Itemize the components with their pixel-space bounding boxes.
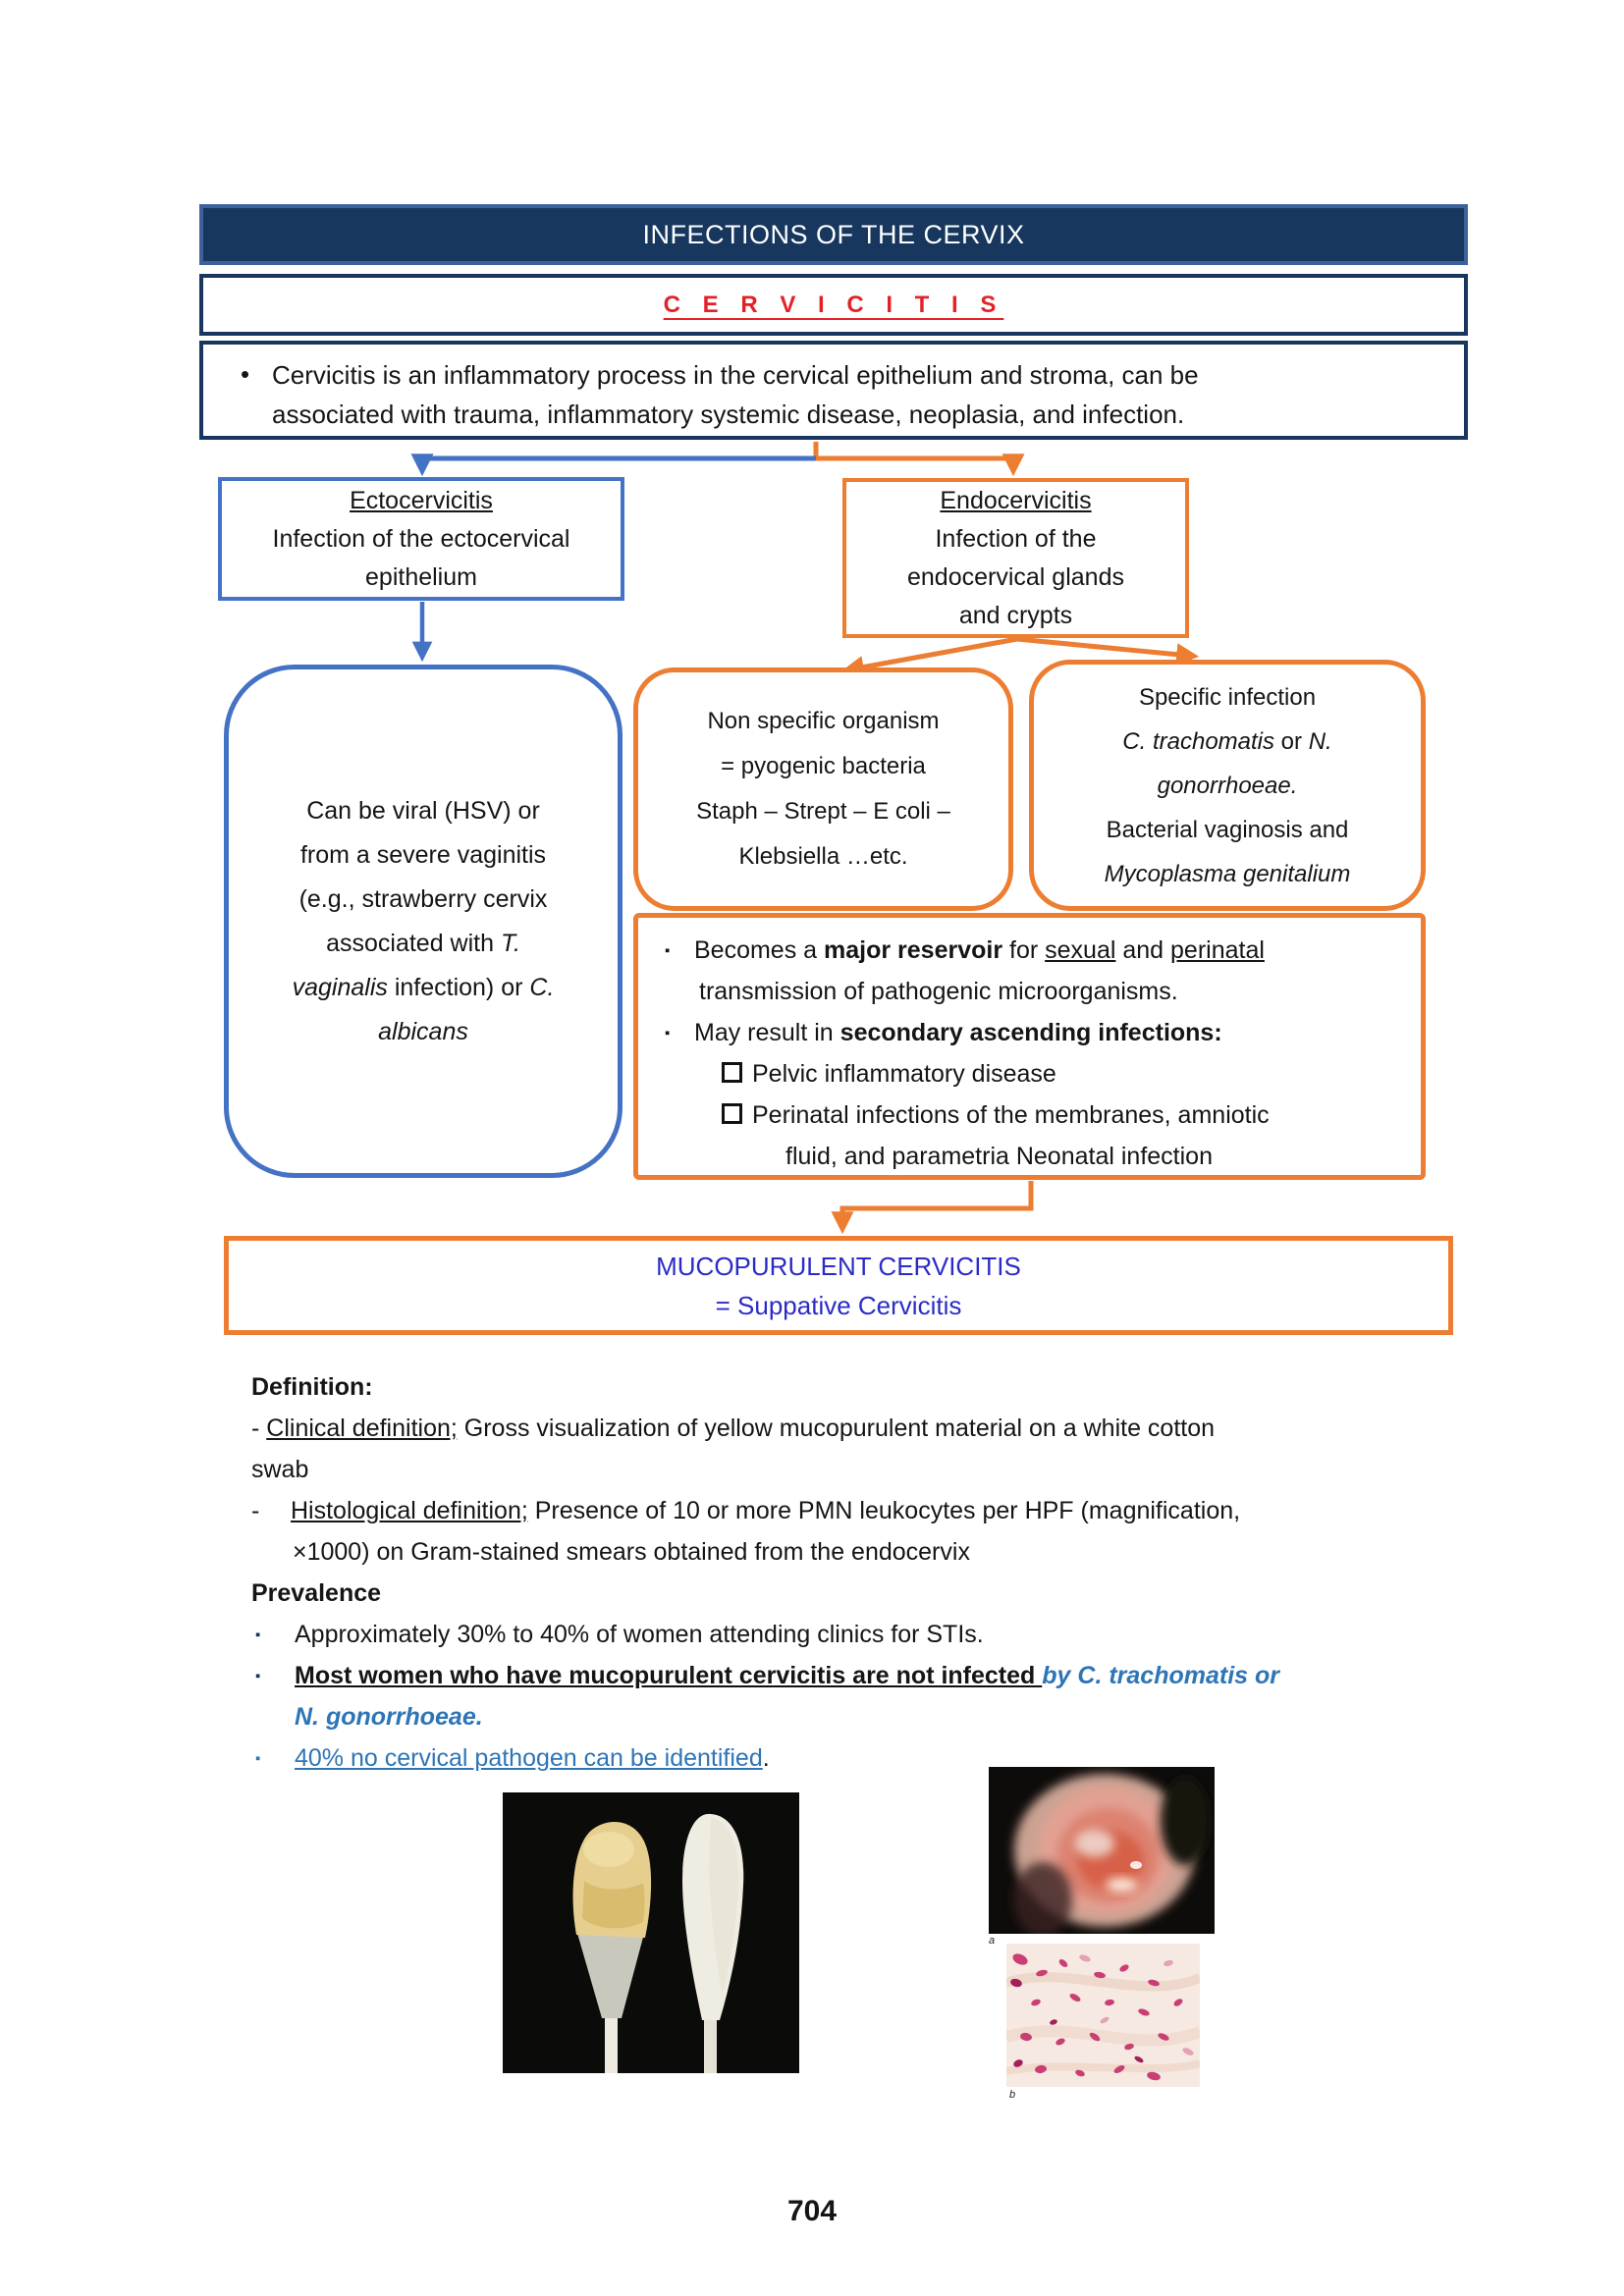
bullet-dot-icon: • xyxy=(241,359,250,389)
connector-specific-arrow xyxy=(1017,639,1190,656)
prevalence-item1: ▪ Approximately 30% to 40% of women attending clinics for STIs. xyxy=(251,1614,1449,1655)
page-number: 704 xyxy=(786,2195,838,2227)
clinical-definition-line2: swab xyxy=(251,1456,309,1483)
specific-line4: Bacterial vaginosis and xyxy=(1106,816,1349,843)
reservoir-box xyxy=(633,913,1426,1180)
clinical-definition-line1: - Clinical definition; Gross visualization of yellow mucopurulent material on a white cotton xyxy=(251,1415,1216,1442)
figure-label-a: a xyxy=(989,1935,996,1947)
specific-line3: gonorrhoeae. xyxy=(1157,772,1298,799)
prevalence-item2-line1: ▪ Most women who have mucopurulent cervicitis are not infected by C. trachomatis or xyxy=(251,1655,1449,1696)
swab-comparison-photo xyxy=(503,1792,799,2073)
reservoir-check2-cont: fluid, and parametria Neonatal infection xyxy=(785,1143,1213,1170)
endocervicitis-box xyxy=(842,478,1189,638)
prevalence-item2-line2: N. gonorrhoeae. xyxy=(295,1703,483,1731)
mucopurulent-box xyxy=(224,1236,1453,1335)
viral-line3: (e.g., strawberry cervix xyxy=(298,884,548,913)
page-title-bar xyxy=(199,204,1468,265)
nonspecific-line2: = pyogenic bacteria xyxy=(721,753,926,779)
endocervicitis-line2: endocervical glands xyxy=(907,562,1124,591)
viral-causes-box xyxy=(224,665,623,1178)
ectocervicitis-line1: Infection of the ectocervical xyxy=(272,524,570,553)
page-title: INFECTIONS OF THE CERVIX xyxy=(642,219,1025,249)
histological-definition-line2: ×1000) on Gram-stained smears obtained from the endocervix xyxy=(293,1538,970,1566)
intro-line2: associated with trauma, inflammatory systemic disease, neoplasia, and infection. xyxy=(272,400,1185,429)
viral-line6: albicans xyxy=(378,1017,468,1045)
viral-line1: Can be viral (HSV) or xyxy=(306,796,540,825)
mucopurulent-line2: = Suppative Cervicitis xyxy=(715,1290,962,1320)
reservoir-bullet2: ▪ May result in secondary ascending infections: xyxy=(638,1012,1421,1053)
specific-line5: Mycoplasma genitalium xyxy=(1104,860,1351,887)
viral-line4: associated with T. xyxy=(326,929,520,957)
connector-endo-arrow xyxy=(816,442,1013,467)
nonspecific-line3: Staph – Strept – E coli – xyxy=(696,798,950,825)
intro-line1: Cervicitis is an inflammatory process in the cervical epithelium and stroma, can be xyxy=(272,360,1199,390)
specific-line2: C. trachomatis or N. xyxy=(1122,727,1332,755)
checkbox-icon xyxy=(722,1062,742,1083)
cervix-photo xyxy=(989,1767,1215,1934)
endocervicitis-title: Endocervicitis xyxy=(940,486,1092,514)
connector-muco-arrow xyxy=(842,1181,1031,1225)
nonspecific-line4: Klebsiella …etc. xyxy=(738,843,908,870)
specific-infection-box xyxy=(1029,660,1426,911)
bullet-square-icon: ▪ xyxy=(255,1668,261,1684)
prevalence-heading: Prevalence xyxy=(251,1579,382,1607)
ectocervicitis-title: Ectocervicitis xyxy=(350,486,493,514)
connector-nonspecific-arrow xyxy=(850,639,1017,669)
viral-line2: from a severe vaginitis xyxy=(299,840,547,869)
intro-box xyxy=(199,341,1468,440)
reservoir-check1: Pelvic inflammatory disease xyxy=(638,1053,1421,1095)
ectocervicitis-box xyxy=(218,477,624,601)
section-title-box xyxy=(199,274,1468,336)
gram-stain-micrograph xyxy=(1006,1944,1200,2087)
reservoir-bullet1: ▪ Becomes a major reservoir for sexual and perinatal xyxy=(638,930,1421,971)
ectocervicitis-line2: epithelium xyxy=(365,562,477,591)
mucopurulent-line1: MUCOPURULENT CERVICITIS xyxy=(656,1251,1021,1281)
reservoir-check2: Perinatal infections of the membranes, amniotic xyxy=(638,1095,1421,1136)
prevalence-item3: ▪ 40% no cervical pathogen can be identified. xyxy=(251,1737,1449,1779)
bullet-square-icon: ▪ xyxy=(665,942,671,959)
reservoir-bullet1-cont: transmission of pathogenic microorganisms. xyxy=(699,978,1178,1005)
specific-line1: Specific infection xyxy=(1138,683,1317,711)
section-title: C E R V I C I T I S xyxy=(663,291,1004,318)
bullet-square-icon: ▪ xyxy=(665,1025,671,1041)
nonspecific-line1: Non specific organism xyxy=(707,708,940,734)
connector-ecto-arrow xyxy=(422,458,816,467)
histological-definition-line1: -Histological definition; Presence of 10 or more PMN leukocytes per HPF (magnification, xyxy=(251,1497,1241,1524)
checkbox-icon xyxy=(722,1103,742,1124)
definition-heading: Definition: xyxy=(251,1373,373,1401)
viral-line5: vaginalis infection) or C. xyxy=(292,973,555,1001)
bullet-square-icon: ▪ xyxy=(255,1750,261,1767)
bullet-square-icon: ▪ xyxy=(255,1627,261,1643)
nonspecific-organism-box xyxy=(633,667,1013,911)
figure-label-b: b xyxy=(1009,2089,1016,2101)
body-text xyxy=(251,1366,1449,1779)
endocervicitis-line3: and crypts xyxy=(958,601,1073,629)
endocervicitis-line1: Infection of the xyxy=(935,524,1097,553)
